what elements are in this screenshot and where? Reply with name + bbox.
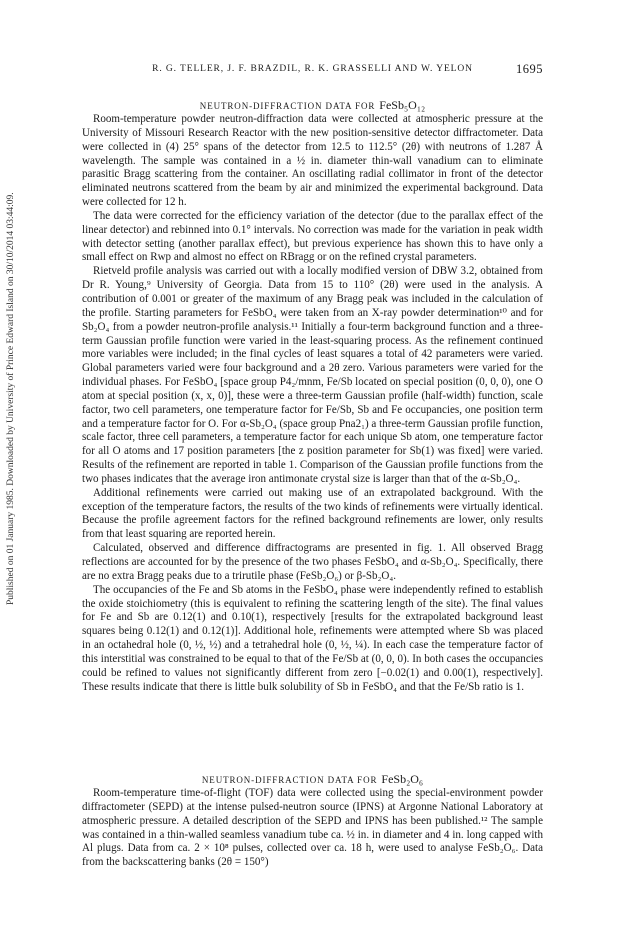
page-number: 1695 [516,62,543,76]
section-body-fesb2o6 [82,787,543,870]
paragraph: Room-temperature time-of-flight (TOF) data were collected using the special-environment powder diffractometer (SEPD) at the intense pulsed-neutron source (IPNS) at Argonne National Laboratory at atmospheric pressure. A detailed description of the SEPD and IPNS has been published.¹² The sample was contained in a thin-walled seamless vanadium tube ca. ½ in. in diameter and 4 in. long capped with Al plugs. Data from ca. 2 × 10⁸ pulses, collected over ca. 18 h, were used to analyse FeSb₂O₆. Data from the backscattering banks (2θ = 150°) [82,787,543,869]
download-watermark-text: Published on 01 January 1985. Downloaded by University of Prince Edward Island on 30/10/2014 03:44:09. [6,192,16,605]
section-heading-fesb5o12 [0,96,625,114]
section-heading-formula: FeSb₂O₆ [381,772,424,786]
paragraph: Additional refinements were carried out making use of an extrapolated background. With the exception of the temperature factors, the results of the two kinds of refinements were virtually identical. Because the profile agreement factors for the refined background refinements are lower, only results from that least squaring are reported herein. [82,486,543,541]
running-header [0,64,625,80]
paragraph: Rietveld profile analysis was carried out with a locally modified version of DBW 3.2, obtained from Dr R. Young,⁹ University of Georgia. Data from 15 to 110° (2θ) were used in the analysis. A contribution of 0.001 or greater of the maximum of any Bragg peak was included in the calculation of the profile. Starting parameters for FeSbO₄ were taken from an X-ray powder determination¹⁰ and for Sb₂O₄ from a powder neutron-profile analysis.¹¹ Initially a four-term background function and a three-term Gaussian profile function were varied in the least-squaring process. As the refinement continued more variables were included; in the final cycles of least squares a total of 42 parameters were varied. Global parameters varied were four background and a 2θ zero. Various parameters were varied for the individual phases. For FeSbO₄ [space group P4₂/mnm, Fe/Sb located on special position (0, 0, 0), one O atom at special position (x, x, 0)], these were a three-term Gaussian profile (half-width) function, scale factor, two cell parameters, one temperature factor for Fe/Sb, Sb and Fe occupancies, one position term and a temperature factor for O. For α-Sb₂O₄ (space group Pna2₁) a three-term Gaussian profile function, scale factor, three cell parameters, a temperature factor for each unique Sb atom, one temperature factor for all O atoms and 17 position parameters [the z position parameter for Sb(1) was fixed] were varied. Results of the refinement are reported in table 1. Comparison of the Gaussian profile functions from the two phases indicates that the average iron antimonate crystal size is larger than that of the α-Sb₂O₄. [82,265,543,485]
section-body-fesb5o12 [82,113,543,694]
section-heading-caption: NEUTRON-DIFFRACTION DATA FOR [199,101,376,111]
download-watermark [6,125,20,605]
section-heading-formula: FeSb₅O₁₂ [379,98,426,112]
section-heading-caption: NEUTRON-DIFFRACTION DATA FOR [201,775,378,785]
paragraph: Room-temperature powder neutron-diffraction data were collected at atmospheric pressure at the University of Missouri Research Reactor with the new position-sensitive detector diffractometer. Data were collected in (4) 25° spans of the detector from 12.5 to 112.5° (2θ) with neutrons of 1.287 Å wavelength. The sample was contained in a ½ in. diameter thin-wall vanadium can to eliminate parasitic Bragg scattering from the container. An oscillating radial collimator in front of the detector eliminated neutrons scattered from the beam by air and minimized the experimental background. Data were collected for 12 h. [82,113,543,209]
header-authors: R. G. TELLER, J. F. BRAZDIL, R. K. GRASSELLI AND W. YELON [152,64,473,74]
paragraph: The data were corrected for the efficiency variation of the detector (due to the parallax effect of the linear detector) and rebinned into 0.1° intervals. No correction was made for the variation in peak width with detector setting (another parallax effect), but previous experience has shown this to have only a small effect on Rwp and almost no effect on RBragg or on the refined crystal parameters. [82,209,543,264]
paragraph: Calculated, observed and difference diffractograms are presented in fig. 1. All observed Bragg reflections are accounted for by the presence of the two phases FeSbO₄ and α-Sb₂O₄. Specifically, there are no extra Bragg peaks due to a trirutile phase (FeSb₂O₆) or β-Sb₂O₄. [82,542,543,582]
paragraph: The occupancies of the Fe and Sb atoms in the FeSbO₄ phase were independently refined to establish the oxide stoichiometry (this is equivalent to refining the scattering length of the site). The final values for Fe and Sb are 0.12(1) and 0.10(1), respectively [results for the extrapolated background least squares being 0.12(1) and 0.12(1)]. Additional hole, refinements were attempted where Sb was placed in an octahedral hole (0, ½, ½) and a tetrahedral hole (0, ½, ¼). In each case the temperature factor of this interstitial was constrained to be equal to that of the Fe/Sb at (0, 0, 0). In both cases the occupancies could be refined to values not significantly different from zero [−0.02(1) and 0.00(1), respectively]. These results indicate that there is little bulk solubility of Sb in FeSbO₄ and that the Fe/Sb ratio is 1. [82,583,543,693]
section-heading-fesb2o6 [0,770,625,788]
